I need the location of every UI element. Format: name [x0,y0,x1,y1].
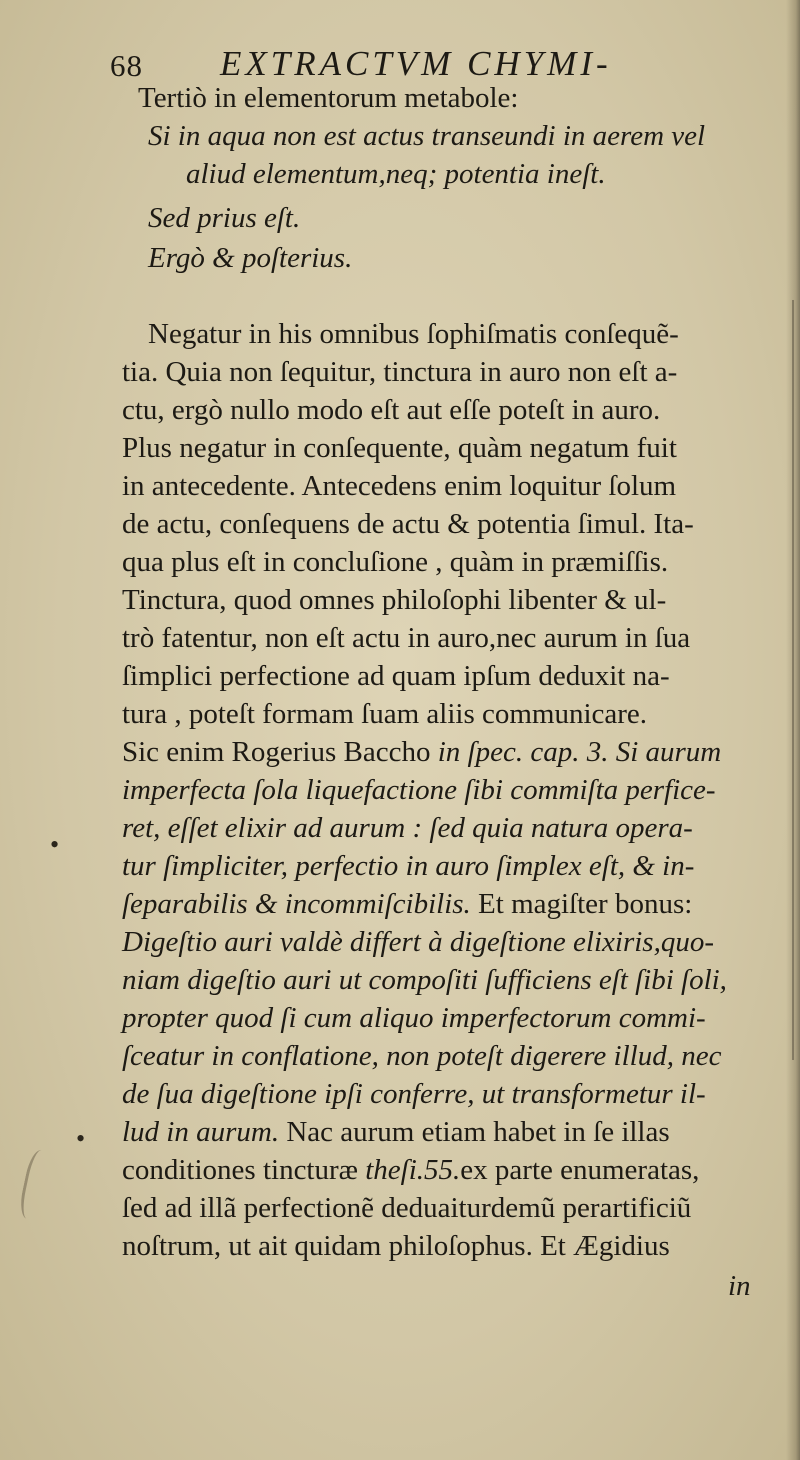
text-line: de actu, conſequens de actu & potentia ſimul. Ita- [122,508,694,540]
text-span-italic: in ſpec. cap. 3. Si aurum [437,736,722,768]
page-edge-rule [792,300,794,1060]
text-line: trò fatentur, non eſt actu in auro,nec aurum in ſua [122,622,691,654]
text-line: de ſua digeſtione ipſi conferre, ut transformetur il- [122,1078,706,1110]
text-line: propter quod ſi cum aliquo imperfectorum commi- [122,1002,706,1034]
running-head: EXTRACTVM CHYMI- [220,44,612,83]
text-line: aliud elementum,neq; potentia ineſt. [186,158,606,190]
text-span-roman: Et magiſter bonus: [478,888,693,920]
text-span-italic: ſeparabilis & incommiſcibilis. [122,888,479,920]
text-span-roman: Sic enim Rogerius Baccho [122,736,438,768]
margin-dot-icon: • [50,830,60,859]
text-line [122,890,692,919]
margin-dot-icon: • [76,1124,86,1153]
text-line: qua plus eſt in concluſione , quàm in præmiſſis. [122,546,669,578]
text-line: noſtrum, ut ait quidam philoſophus. Et Ægidius [122,1230,670,1262]
text-line: in antecedente. Antecedens enim loquitur ſolum [122,470,677,502]
text-line: imperfecta ſola liquefactione ſibi commiſta perfice- [122,774,716,806]
text-span-italic: lud in aurum. [122,1116,287,1148]
ink-smudge [17,1148,56,1222]
text-line: Si in aqua non est actus transeundi in aerem vel [148,120,706,152]
catchword: in [728,1270,751,1302]
text-span-italic: theſi.55. [365,1154,461,1186]
text-line: tur ſimpliciter, perfectio in auro ſimplex eſt, & in- [122,850,695,882]
text-span-roman: ex parte enumeratas, [460,1154,700,1186]
text-line: ret, eſſet elixir ad aurum : ſed quia natura opera- [122,812,693,844]
text-line [122,1156,699,1185]
text-line: Sed prius eſt. [148,202,301,234]
text-span-roman: conditiones tincturæ [122,1154,366,1186]
text-line: Digeſtio auri valdè differt à digeſtione elixiris,quo- [122,926,714,958]
text-line: ſceatur in conflatione, non poteſt digerere illud, nec [122,1040,722,1072]
text-line: tura , poteſt formam ſuam aliis communicare. [122,698,648,730]
text-line: ſed ad illã perfectionẽ deduaiturdemũ perartificiũ [122,1192,692,1224]
text-line: Plus negatur in conſequente, quàm negatum fuit [122,432,677,464]
text-line: Negatur in his omnibus ſophiſmatis conſequẽ- [148,318,679,350]
text-line [122,1118,670,1147]
text-line: ſimplici perfectione ad quam ipſum deduxit na- [122,660,670,692]
text-line: tia. Quia non ſequitur, tinctura in auro non eſt a- [122,356,678,388]
page-number: 68 [110,48,143,83]
text-line: niam digeſtio auri ut compoſiti ſufficiens eſt ſibi ſoli, [122,964,727,996]
text-line: Tertiò in elementorum metabole: [138,82,519,114]
text-line: Tinctura, quod omnes philoſophi libenter & ul- [122,584,667,616]
text-line: ctu, ergò nullo modo eſt aut eſſe poteſt in auro. [122,394,661,426]
text-line [122,738,721,767]
text-line: Ergò & poſterius. [148,242,353,274]
text-span-roman: Nac aurum etiam habet in ſe illas [286,1116,670,1148]
